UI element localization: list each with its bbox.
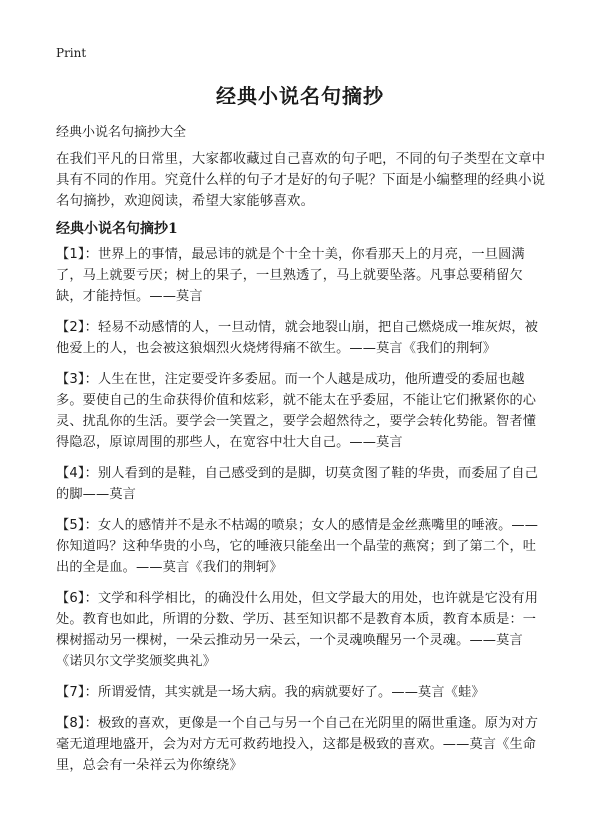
quote-item: 【8】：极致的喜欢，更像是一个自己与另一个自己在光阴里的隔世重逢。原为对方毫无道理地盛开，会为对方无可救药地投入，这都是极致的喜欢。——莫言《生命里，总会有一朵祥云为你缭绕》 [56, 716, 539, 773]
quote-item: 【1】：世界上的事情，最忌讳的就是个十全十美，你看那天上的月亮，一旦圆满了，马上就要亏厌；树上的果子，一旦熟透了，马上就要坠落。凡事总要稍留欠缺，才能持恒。——莫言 [56, 247, 525, 304]
print-link[interactable]: Print [56, 46, 87, 60]
quote-item: 【4】：别人看到的是鞋，自己感受到的是脚，切莫贪图了鞋的华贵，而委屈了自己的脚——莫言 [56, 466, 539, 502]
quote-item: 【5】：女人的感情并不是永不枯竭的喷泉；女人的感情是金丝燕嘴里的唾液。——你知道吗？这种华贵的小鸟，它的唾液只能垒出一个晶莹的燕窝；到了第二个，吐出的全是血。——莫言《我们的荆轲》 [56, 518, 539, 575]
subtitle: 经典小说名句摘抄大全 [56, 125, 187, 140]
intro-paragraph: 在我们平凡的日常里，大家都收藏过自己喜欢的句子吧，不同的句子类型在文章中具有不同的作用。究竟什么样的句子才是好的句子呢？下面是小编整理的经典小说名句摘抄，欢迎阅读，希望大家能够喜欢。 [56, 152, 546, 209]
quote-item: 【6】：文学和科学相比，的确没什么用处，但文学最大的用处，也许就是它没有用处。教育也如此，所谓的分数、学历、甚至知识都不是教育本质，教育本质是：一棵树摇动另一棵树，一朵云推动另一朵云，一个灵魂唤醒另一个灵魂。——莫言《诺贝尔文学奖颁奖典礼》 [56, 591, 539, 669]
section-heading: 经典小说名句摘抄1 [56, 221, 178, 237]
quote-item: 【2】：轻易不动感情的人，一旦动情，就会地裂山崩，把自己燃烧成一堆灰烬，被他爱上的人，也会被这狼烟烈火烧烤得痛不欲生。——莫言《我们的荆轲》 [56, 320, 539, 356]
quote-item: 【7】：所谓爱情，其实就是一场大病。我的病就要好了。——莫言《蛙》 [56, 685, 485, 700]
page-title: 经典小说名句摘抄 [216, 84, 384, 108]
quote-item: 【3】：人生在世，注定要受许多委屈。而一个人越是成功，他所遭受的委屈也越多。要使自己的生命获得价值和炫彩，就不能太在乎委屈，不能让它们揪紧你的心灵、扰乱你的生活。要学会一笑置之，要学会超然待之，要学会转化势能。智者懂得隐忍，原谅周围的那些人，在宽容中壮大自己。——莫言 [56, 372, 537, 450]
quote-list [56, 244, 548, 786]
